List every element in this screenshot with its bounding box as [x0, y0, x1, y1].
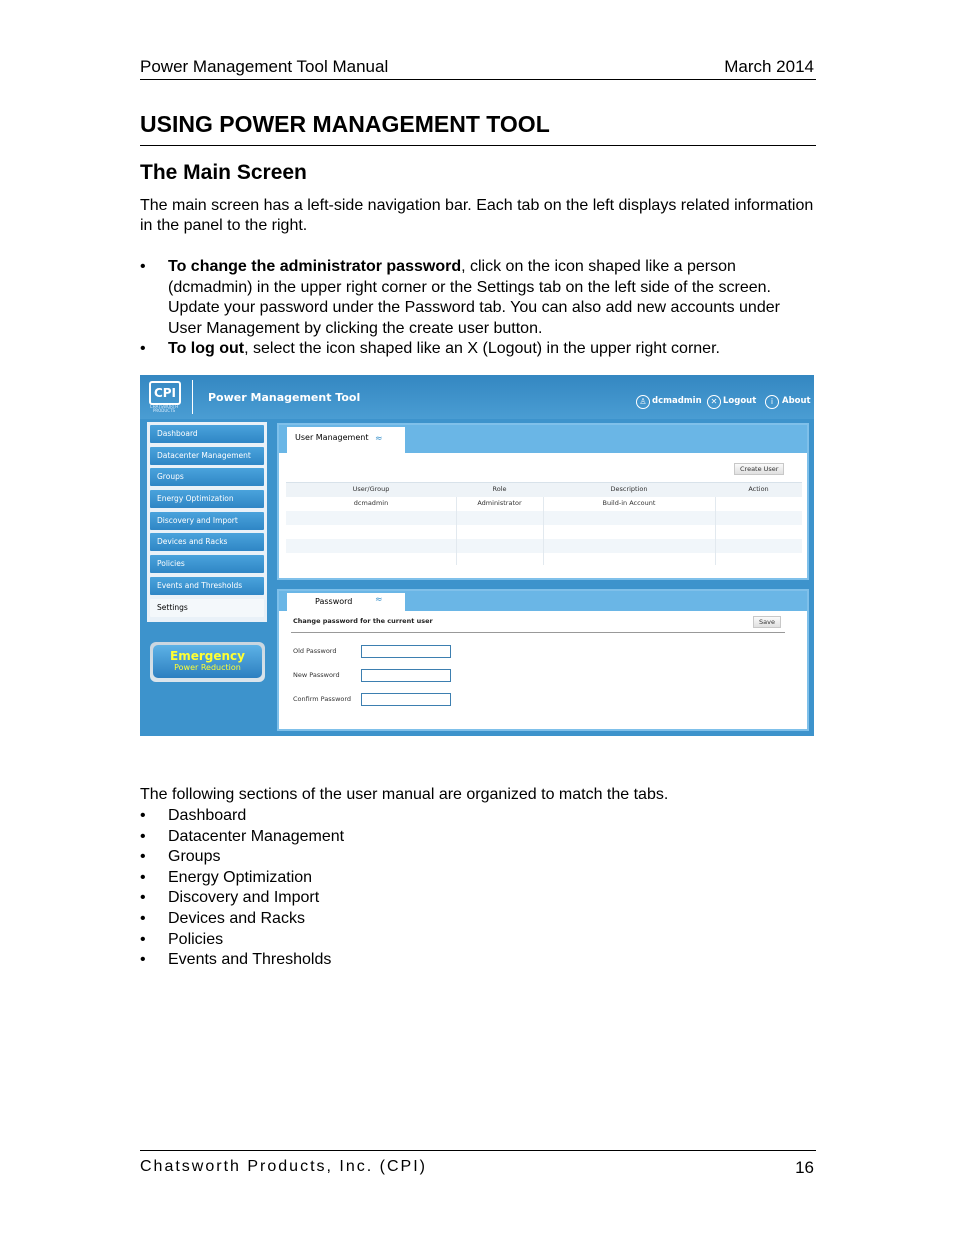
nav-discovery-import[interactable]: Discovery and Import — [150, 512, 264, 530]
logout-link[interactable]: Logout — [723, 396, 757, 406]
confirm-password-label: Confirm Password — [293, 695, 352, 703]
user-link[interactable]: dcmadmin — [652, 396, 702, 406]
save-button[interactable]: Save — [753, 616, 781, 628]
table-body — [286, 497, 802, 565]
tabs-list-item: • Events and Thresholds — [140, 950, 800, 971]
instruction-item — [140, 339, 800, 360]
tabs-intro: The following sections of the user manual are organized to match the tabs. — [140, 786, 669, 803]
col-action: Action — [748, 485, 769, 493]
nav-settings[interactable]: Settings — [150, 599, 264, 617]
tab-user-management[interactable] — [287, 427, 405, 455]
tabs-list-item: • Policies — [140, 930, 800, 951]
col-user-group: User/Group — [352, 485, 390, 493]
nav-events-thresholds[interactable]: Events and Thresholds — [150, 577, 264, 595]
user-management-tabband — [279, 425, 807, 453]
app-title: Power Management Tool — [208, 391, 361, 404]
nav-datacenter-management[interactable]: Datacenter Management — [150, 447, 264, 465]
nav-dashboard[interactable]: Dashboard — [150, 425, 264, 443]
create-user-button[interactable]: Create User — [734, 463, 784, 475]
instruction-text: , click on the icon shaped like a person (dcmadmin) in the upper right corner or the Settings tab on the left side of the screen. Update your password under the Password tab. You can also add new accounts under User Management by clicking the create user button. — [168, 258, 780, 337]
tabs-list-item: • Dashboard — [140, 806, 800, 827]
tabs-list-item: • Devices and Racks — [140, 909, 800, 930]
tabs-list-item: • Energy Optimization — [140, 868, 800, 889]
nav-devices-racks[interactable]: Devices and Racks — [150, 533, 264, 551]
cell-role: Administrator — [477, 499, 522, 507]
cpi-logo: CPI — [149, 381, 181, 405]
password-tabband — [279, 591, 807, 611]
confirm-password-field[interactable] — [361, 693, 451, 706]
tab-password-label: Password — [315, 597, 353, 606]
logout-icon[interactable]: ✕ — [707, 395, 721, 409]
emergency-label: Emergency — [170, 649, 245, 663]
password-divider — [291, 632, 785, 633]
col-description: Description — [610, 485, 648, 493]
footer-rule — [140, 1150, 816, 1151]
tab-user-management-label: User Management — [295, 433, 369, 442]
instruction-bold: To change the administrator password — [168, 258, 462, 275]
col-role: Role — [492, 485, 507, 493]
tabs-list-item: • Datacenter Management — [140, 827, 800, 848]
password-panel — [277, 589, 809, 731]
cell-user: dcmadmin — [353, 499, 389, 507]
instruction-list — [140, 257, 800, 360]
tabs-list — [140, 806, 800, 971]
instruction-item — [140, 257, 800, 339]
logo-subtext: CHATSWORTH PRODUCTS — [149, 404, 179, 413]
cell-description: Build-in Account — [602, 499, 656, 507]
section-rule — [140, 145, 816, 146]
sidebar — [147, 422, 267, 622]
person-icon[interactable]: ♙ — [636, 395, 650, 409]
header-rule — [140, 79, 816, 80]
instruction-bold: To log out — [168, 340, 245, 358]
new-password-field[interactable] — [361, 669, 451, 682]
new-password-label: New Password — [293, 671, 340, 679]
app-screenshot — [140, 375, 814, 736]
page-number: 16 — [795, 1158, 814, 1177]
intro-paragraph: The main screen has a left-side navigation bar. Each tab on the left displays related information in the panel to the right. — [140, 197, 814, 234]
nav-energy-optimization[interactable]: Energy Optimization — [150, 490, 264, 508]
title-divider — [192, 380, 193, 414]
subsection-title: The Main Screen — [140, 161, 307, 184]
section-title: USING POWER MANAGEMENT TOOL — [140, 111, 550, 137]
old-password-label: Old Password — [293, 647, 337, 655]
emergency-button[interactable] — [150, 642, 265, 682]
header-date: March 2014 — [724, 57, 814, 76]
emergency-sublabel: Power Reduction — [174, 663, 241, 672]
user-management-panel — [277, 423, 809, 580]
emergency-button-face — [153, 645, 262, 678]
collapse-chevron-icon[interactable]: ≈ — [375, 434, 383, 444]
footer-company: Chatsworth Products, Inc. (CPI) — [140, 1158, 427, 1175]
nav-groups[interactable]: Groups — [150, 468, 264, 486]
about-link[interactable]: About — [782, 396, 811, 406]
table-header — [286, 482, 802, 497]
tabs-list-item: • Groups — [140, 847, 800, 868]
about-icon[interactable]: i — [765, 395, 779, 409]
tab-password[interactable] — [287, 593, 405, 613]
nav-policies[interactable]: Policies — [150, 555, 264, 573]
content-area — [270, 419, 814, 736]
collapse-chevron-icon[interactable]: ≈ — [375, 595, 383, 605]
app-topbar — [140, 375, 814, 419]
tabs-list-item: • Discovery and Import — [140, 888, 800, 909]
instruction-text: , select the icon shaped like an X (Logout) in the upper right corner. — [244, 340, 720, 358]
old-password-field[interactable] — [361, 645, 451, 658]
password-subtitle: Change password for the current user — [293, 617, 433, 625]
table-row[interactable] — [286, 497, 802, 511]
header-title: Power Management Tool Manual — [140, 57, 389, 76]
